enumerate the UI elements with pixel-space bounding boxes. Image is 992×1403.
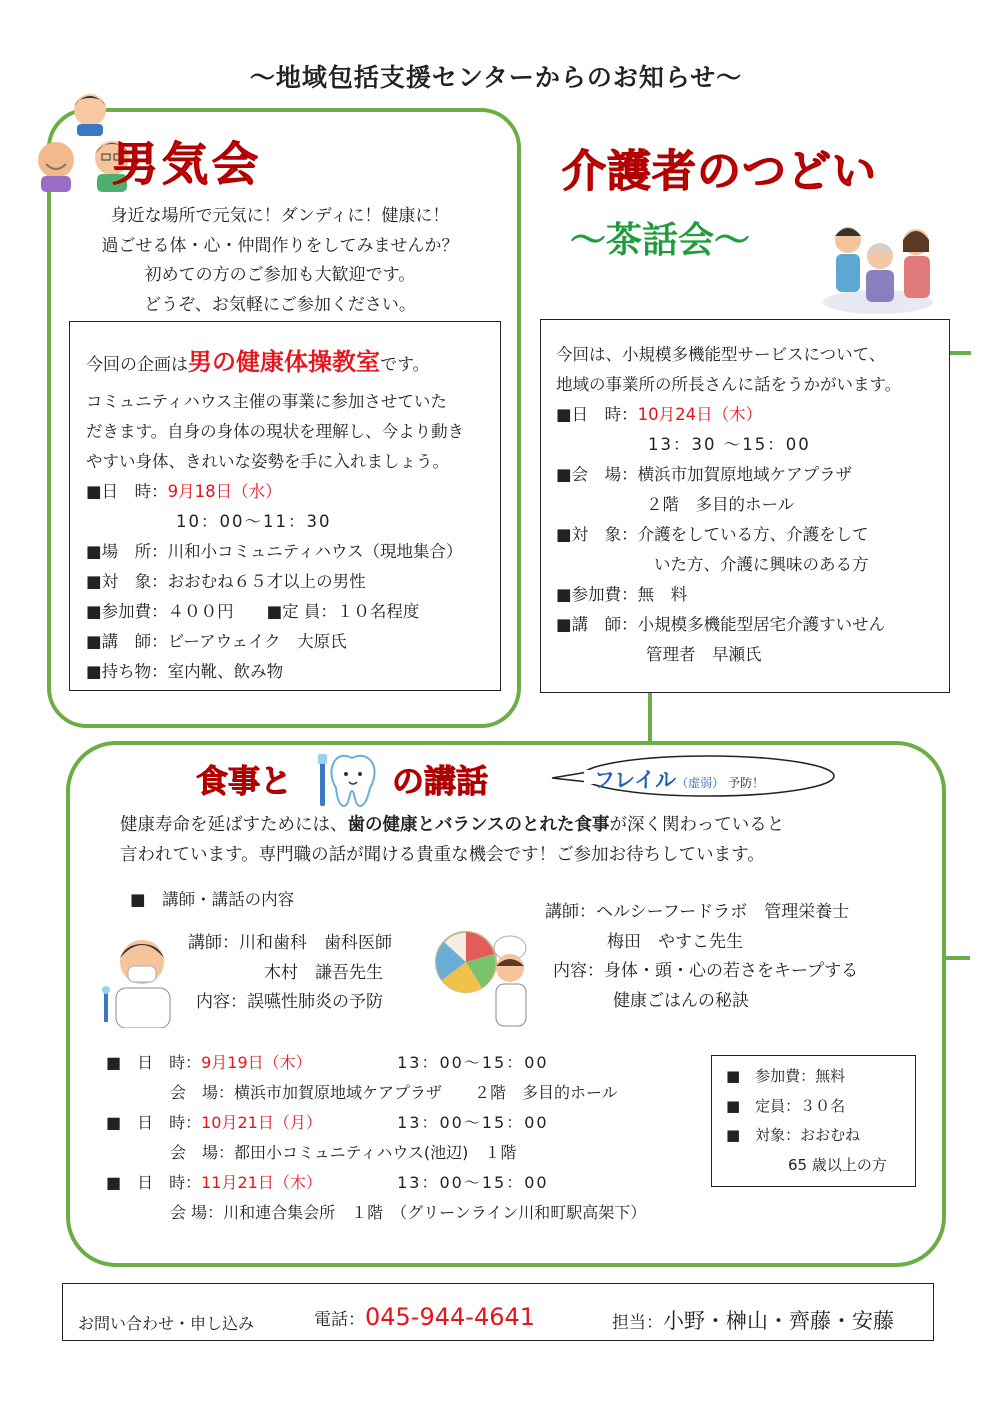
left-fee: ■参加費：４００円 ■定 員：１０名程度 [86, 602, 420, 621]
session-date: 9月19日（木） [201, 1053, 312, 1072]
phone-label: 電話： [314, 1310, 365, 1330]
footer-inquiry: お問い合わせ・申し込み [78, 1314, 255, 1333]
right-place: ■会 場：横浜市加賀原地域ケアプラザ [556, 465, 853, 484]
right-place2: ２階 多目的ホール [646, 495, 795, 514]
session-label: ■ 日 時： [106, 1113, 202, 1132]
session-time: 13：00～15：00 [397, 1173, 549, 1192]
bottom-intro-line1 [120, 810, 784, 840]
dentist-line: 木村 謙吾先生 [264, 962, 383, 983]
intro1-c: が深く関わっていると [609, 815, 785, 835]
nutritionist-line: 講師：ヘルシーフードラボ 管理栄養士 [545, 902, 850, 922]
session-time: 13：00～15：00 [397, 1053, 549, 1072]
bottom-title-b: の講話 [392, 762, 489, 800]
intro1-b: 歯の健康とバランスのとれた食事 [347, 815, 610, 835]
right-fee: ■参加費：無 料 [556, 585, 688, 604]
center-connector [648, 693, 652, 743]
dentist-info [188, 929, 392, 1018]
session-venue: 会 場：横浜市加賀原地域ケアプラザ ２階 多目的ホール [170, 1083, 618, 1102]
bubble-text [594, 764, 764, 794]
left-intro-line: 過ごせる体・心・仲間作りをしてみませんか？ [101, 235, 459, 256]
info-text [726, 1062, 887, 1180]
info-line: ■ 定員：３０名 [726, 1096, 846, 1115]
plan-prefix: 今回の企画は [86, 355, 188, 375]
session-label: ■ 日 時： [106, 1173, 202, 1192]
left-detail-text [86, 387, 464, 687]
session-date: 11月21日（木） [201, 1173, 322, 1192]
footer-staff [612, 1305, 894, 1335]
right-target2: いた方、介護に興味のある方 [654, 555, 869, 574]
left-plan-line [86, 342, 430, 377]
left-lecturer: ■講 師：ビーアウェイク 大原氏 [86, 632, 347, 651]
tooth-icon [318, 752, 380, 810]
session-venue: 会 場：川和連合集会所 １階 （グリーンライン川和町駅高架下） [170, 1203, 647, 1222]
phone-number: 045-944-4641 [365, 1303, 536, 1331]
nutritionist-info [545, 898, 858, 1016]
left-intro-line: 身近な場所で元気に！ダンディに！健康に！ [110, 206, 450, 226]
left-intro-line: どうぞ、お気軽にご参加ください。 [144, 294, 416, 315]
section-label: ■ 講師・講話の内容 [130, 890, 295, 909]
left-title: 男気会 [112, 137, 262, 191]
right-intro-line: 今回は、小規模多機能型サービスについて、 [556, 345, 886, 364]
bottom-title-a: 食事と [196, 762, 293, 800]
left-date-line [86, 477, 464, 507]
bubble-tail: 予防！ [728, 776, 765, 790]
dentist-line: 講師：川和歯科 歯科医師 [188, 933, 392, 953]
left-desc-line: だきます。自身の身体の現状を理解し、今より動き [86, 422, 465, 441]
dentist-line: 内容：誤嚥性肺炎の予防 [196, 992, 383, 1012]
bubble-main: フレイル [594, 768, 677, 792]
footer-phone [314, 1303, 535, 1331]
plan-name: 男の健康体操教室 [188, 348, 380, 376]
session-venue: 会 場：都田小コミュニティハウス(池辺) １階 [170, 1143, 517, 1162]
sessions [106, 1048, 646, 1228]
session-date-line [106, 1168, 646, 1198]
right-time: 13：30 ～15：00 [648, 435, 811, 454]
bubble-paren: （虚弱） [676, 776, 725, 790]
nutritionist-line: 梅田 やすこ先生 [607, 931, 743, 952]
right-target: ■対 象：介護をしている方、介護をして [556, 525, 869, 544]
left-intro [60, 202, 500, 320]
date-label: ■日 時： [556, 405, 638, 424]
left-belongings: ■持ち物：室内靴、飲み物 [86, 662, 284, 681]
bottom-intro-line2: 言われています。専門職の話が聞ける貴重な機会です！ご参加お待ちしています。 [120, 845, 765, 865]
session-date-line [106, 1108, 646, 1138]
left-desc-line: やすい身体、きれいな姿勢を手に入れましょう。 [86, 452, 449, 471]
info-line: 65 歳以上の方 [788, 1155, 887, 1174]
left-place: ■場 所：川和小コミュニティハウス（現地集合） [86, 542, 463, 561]
right-date: 10月24日（木） [637, 405, 763, 424]
right-connector-top [949, 351, 971, 355]
left-time: 10：00～11：30 [176, 512, 332, 531]
session-time: 13：00～15：00 [397, 1113, 549, 1132]
right-subtitle: ～茶話会～ [570, 220, 751, 261]
session-date: 10月21日（月） [201, 1113, 322, 1132]
date-label: ■日 時： [86, 482, 168, 501]
right-date-line [556, 400, 901, 430]
left-intro-line: 初めての方のご参加も大歓迎です。 [144, 265, 416, 285]
bottom-intro [120, 810, 784, 870]
dentist-illustration [98, 930, 182, 1028]
left-desc-line: コミュニティハウス主催の事業に参加させていた [86, 392, 447, 411]
left-date: 9月18日（水） [167, 482, 282, 501]
right-lecturer2: 管理者 早瀬氏 [646, 645, 762, 664]
right-connector-bottom [942, 956, 970, 960]
nutritionist-illustration [432, 926, 536, 1030]
staff-label: 担当： [612, 1313, 663, 1333]
right-intro-line: 地域の事業所の所長さんに話をうかがいます。 [556, 375, 902, 394]
caregivers-illustration [818, 212, 944, 316]
session-label: ■ 日 時： [106, 1053, 202, 1072]
nutritionist-line: 内容：身体・頭・心の若さをキープする [553, 961, 859, 981]
right-detail-text [556, 340, 901, 670]
right-title: 介護者のつどい [562, 146, 877, 197]
intro1-a: 健康寿命を延ばすためには、 [120, 815, 348, 835]
staff-names: 小野・榊山・齊藤・安藤 [663, 1309, 894, 1333]
nutritionist-line: 健康ごはんの秘訣 [613, 990, 749, 1011]
right-lecturer: ■講 師：小規模多機能型居宅介護すいせん [556, 615, 886, 634]
plan-suffix: です。 [380, 355, 430, 375]
page-header: ～地域包括支援センターからのお知らせ～ [249, 63, 743, 92]
info-line: ■ 対象：おおむね [726, 1126, 861, 1144]
session-date-line [106, 1048, 646, 1078]
info-line: ■ 参加費：無料 [726, 1067, 846, 1085]
left-target: ■対 象：おおむね６５才以上の男性 [86, 572, 366, 591]
